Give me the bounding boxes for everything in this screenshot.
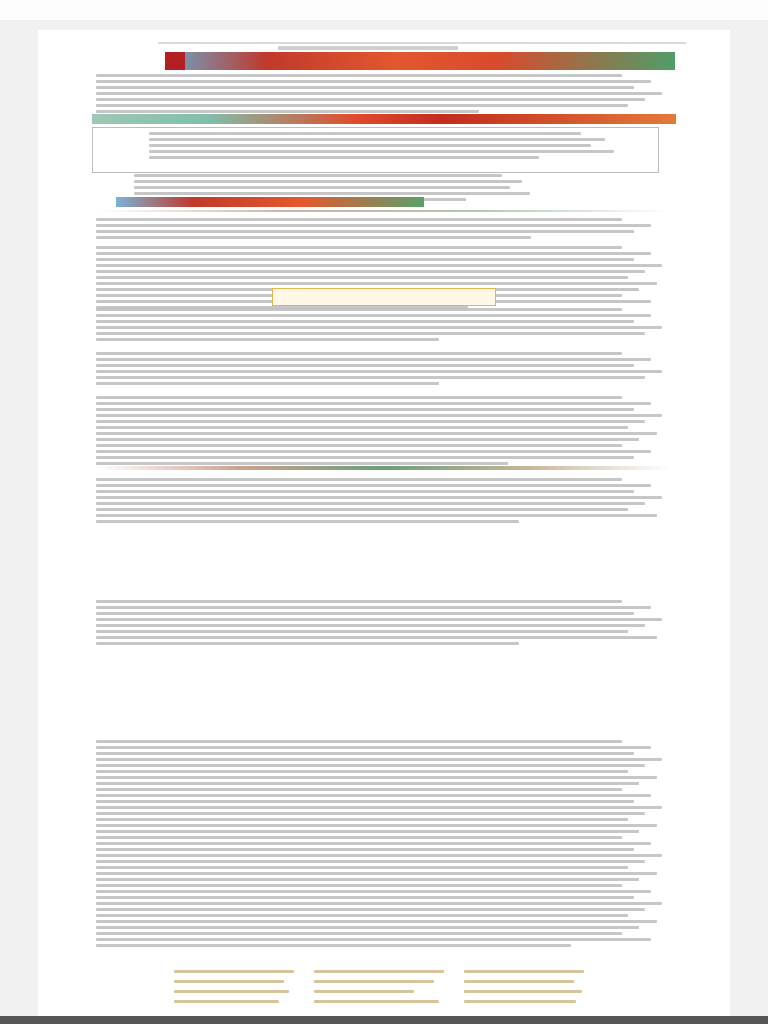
- text-line: [96, 624, 645, 627]
- text-line: [96, 890, 651, 893]
- table-header: [314, 970, 444, 973]
- table-cell: [464, 980, 574, 983]
- text-line: [96, 830, 639, 833]
- text-line: [96, 508, 628, 511]
- text-line: [96, 438, 639, 441]
- text-line: [96, 358, 651, 361]
- text-line: [96, 944, 571, 947]
- text-line: [96, 938, 651, 941]
- text-line: [96, 514, 657, 517]
- divider: [96, 210, 671, 212]
- text-line: [96, 376, 645, 379]
- text-line: [96, 74, 622, 77]
- text-line: [96, 788, 622, 791]
- status-bar: [0, 1016, 768, 1024]
- text-line: [96, 812, 645, 815]
- text-line: [96, 740, 622, 743]
- text-line: [96, 252, 651, 255]
- text-line: [96, 364, 634, 367]
- table-cell: [314, 990, 414, 993]
- text-line: [96, 230, 634, 233]
- text-line: [96, 396, 622, 399]
- text-line: [96, 450, 651, 453]
- text-line: [96, 920, 657, 923]
- table-cell: [314, 1000, 439, 1003]
- text-line: [149, 138, 605, 141]
- text-line: [96, 770, 628, 773]
- text-line: [96, 818, 628, 821]
- text-line: [96, 794, 651, 797]
- divider-image: [96, 466, 671, 470]
- text-line: [96, 782, 639, 785]
- text-line: [149, 156, 539, 159]
- text-line: [96, 746, 651, 749]
- text-line: [96, 402, 651, 405]
- paragraph: [96, 218, 668, 242]
- text-line: [96, 860, 645, 863]
- text-line: [96, 218, 622, 221]
- text-line: [96, 932, 622, 935]
- table-cell: [314, 980, 434, 983]
- text-line: [96, 764, 645, 767]
- text-line: [96, 282, 657, 285]
- intro-paragraph: [96, 74, 668, 116]
- text-line: [96, 642, 519, 645]
- text-line: [96, 224, 651, 227]
- text-line: [96, 414, 662, 417]
- text-line: [96, 86, 634, 89]
- text-line: [96, 484, 651, 487]
- paragraph: [96, 308, 668, 344]
- text-line: [96, 420, 645, 423]
- text-line: [96, 338, 439, 341]
- text-line: [96, 320, 634, 323]
- text-line: [96, 854, 662, 857]
- text-line: [96, 606, 651, 609]
- text-line: [96, 836, 622, 839]
- table-header: [464, 970, 584, 973]
- text-line: [96, 246, 622, 249]
- browser-top-bar: [0, 0, 768, 20]
- text-line: [96, 848, 634, 851]
- text-line: [96, 800, 634, 803]
- text-line: [134, 180, 522, 183]
- site-logo[interactable]: [158, 32, 686, 44]
- text-line: [96, 896, 634, 899]
- hero-banner-image[interactable]: [165, 52, 675, 70]
- text-line: [96, 502, 645, 505]
- text-line: [96, 258, 634, 261]
- text-line: [96, 496, 662, 499]
- text-line: [96, 314, 651, 317]
- text-line: [96, 308, 622, 311]
- table-of-contents: [92, 127, 659, 173]
- text-line: [96, 842, 651, 845]
- table-cell: [464, 990, 582, 993]
- paragraph: [96, 478, 668, 526]
- text-line: [96, 426, 628, 429]
- text-line: [96, 884, 622, 887]
- text-line: [96, 432, 657, 435]
- table-header: [174, 970, 294, 973]
- text-line: [96, 902, 662, 905]
- text-line: [134, 192, 530, 195]
- text-line: [96, 110, 479, 113]
- paragraph: [96, 396, 668, 468]
- text-line: [96, 444, 622, 447]
- text-line: [96, 264, 662, 267]
- text-line: [96, 520, 519, 523]
- text-line: [96, 408, 634, 411]
- table-cell: [174, 990, 289, 993]
- text-line: [96, 332, 645, 335]
- data-table: [134, 966, 654, 1012]
- text-line: [96, 370, 662, 373]
- text-line: [96, 326, 662, 329]
- text-line: [96, 908, 645, 911]
- text-line: [96, 872, 657, 875]
- text-line: [96, 80, 651, 83]
- section-banner-image: [92, 114, 676, 124]
- text-line: [149, 144, 591, 147]
- text-line: [96, 914, 628, 917]
- text-line: [134, 174, 502, 177]
- text-line: [96, 630, 628, 633]
- text-line: [96, 98, 645, 101]
- paragraph: [96, 740, 668, 950]
- table-cell: [174, 980, 284, 983]
- text-line: [96, 776, 657, 779]
- ad-banner[interactable]: [272, 288, 496, 306]
- text-line: [96, 352, 622, 355]
- table-cell: [464, 1000, 576, 1003]
- text-line: [96, 612, 634, 615]
- text-line: [96, 276, 628, 279]
- text-line: [96, 236, 531, 239]
- text-line: [96, 462, 508, 465]
- text-line: [96, 806, 662, 809]
- text-line: [96, 600, 622, 603]
- text-line: [96, 456, 634, 459]
- site-tagline: [278, 46, 458, 50]
- text-line: [96, 382, 439, 385]
- paragraph: [96, 352, 668, 388]
- text-line: [96, 618, 662, 621]
- text-line: [96, 866, 628, 869]
- text-line: [96, 752, 634, 755]
- text-line: [96, 824, 657, 827]
- hero-badge: [165, 52, 185, 70]
- text-line: [96, 926, 639, 929]
- text-line: [96, 478, 622, 481]
- text-line: [149, 150, 614, 153]
- text-line: [96, 104, 628, 107]
- text-line: [134, 186, 510, 189]
- table-cell: [174, 1000, 279, 1003]
- text-line: [96, 270, 645, 273]
- inline-banner-image: [116, 197, 424, 207]
- text-line: [96, 636, 657, 639]
- text-line: [149, 132, 581, 135]
- paragraph: [96, 600, 668, 648]
- text-line: [96, 92, 662, 95]
- text-line: [96, 878, 639, 881]
- text-line: [96, 490, 634, 493]
- text-line: [96, 758, 662, 761]
